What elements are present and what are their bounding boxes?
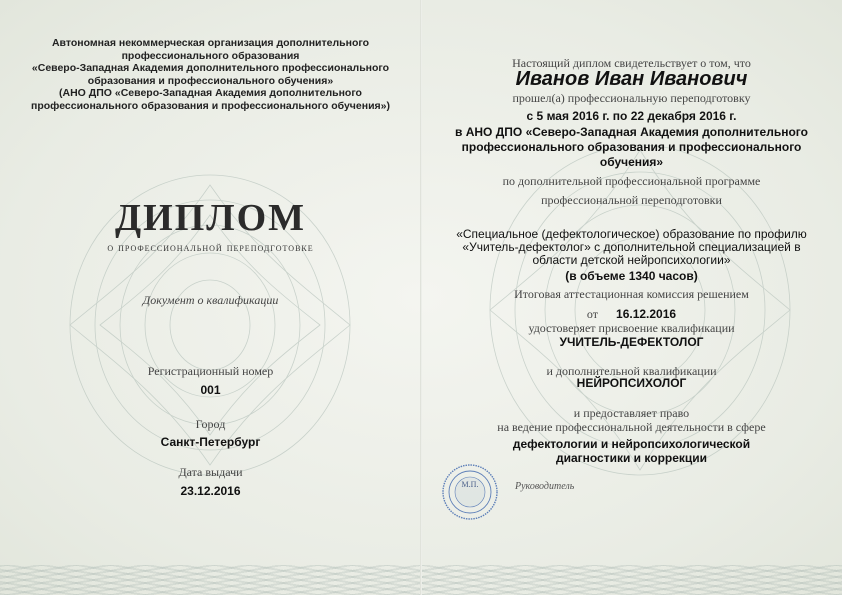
grants-text: и предоставляет право [573,406,690,420]
decision-date: 16.12.2016 [616,307,677,321]
from-label: от [586,307,599,321]
training-period: с 5 мая 2016 г. по 22 декабря 2016 г. [526,109,737,123]
program-name-line: области детской нейропсихологии» [532,253,731,267]
additional-qualification-label: и дополнительной квалификации [546,364,717,378]
stamp-text: М.П. [461,480,479,489]
commission-text: Итоговая аттестационная комиссия решением [514,287,749,301]
org-line: профессионального образования и профессионального обучения») [30,99,390,112]
org-name-block [0,37,421,112]
reg-number-label: Регистрационный номер [147,364,274,378]
city-label: Город [195,417,226,431]
official-stamp [441,463,499,521]
program-hours: (в объеме 1340 часов) [565,269,698,283]
org-line: образования и профессионального обучения» [87,74,334,87]
field-block [421,437,842,465]
issue-date-label: Дата выдачи [178,465,243,479]
program-name-line: «Специальное (дефектологическое) образование по профилю [456,227,807,241]
program-intro-line: по дополнительной профессиональной программе [502,174,761,188]
certifies-text: удостоверяет присвоение квалификации [528,321,735,335]
passed-training-text: прошел(а) профессиональную переподготовку [512,91,751,105]
activity-text: на ведение профессиональной деятельности в сфере [497,420,766,434]
issue-date-value: 23.12.2016 [180,484,241,498]
org-line: (АНО ДПО «Северо-Западная Академия дополнительного [59,87,362,99]
city-value: Санкт-Петербург [160,435,261,449]
person-name: Иванов Иван Иванович [515,68,748,90]
institution-line: профессионального образования и профессионального [461,140,802,154]
qualification: УЧИТЕЛЬ-ДЕФЕКТОЛОГ [559,335,704,349]
document-type: Документ о квалификации [142,293,279,307]
additional-qualification: НЕЙРОПСИХОЛОГ [576,376,687,390]
reg-number-value: 001 [200,383,221,397]
program-intro [421,172,842,210]
institution-line: обучения» [599,155,664,169]
org-line: Автономная некоммерческая организация дополнительного [51,37,370,49]
program-name-block [421,228,842,267]
institution-block [421,125,842,170]
institution-line: в АНО ДПО «Северо-Западная Академия дополнительного [455,125,808,139]
program-name-line: «Учитель-дефектолог» с дополнительной специализацией в [462,240,801,254]
field-line: дефектологии и нейропсихологической [512,437,751,451]
diploma-title: ДИПЛОМ [115,197,306,239]
org-line: «Северо-Западная Академия дополнительного профессионального [31,62,390,74]
director-signature-label: Руководитель [515,481,575,492]
org-line: профессионального образования [121,49,300,62]
program-intro-line: профессиональной переподготовки [541,193,722,207]
field-line: диагностики и коррекции [555,451,708,465]
diploma-subtitle: о профессиональной переподготовке [107,240,314,254]
certificate-intro: Настоящий диплом свидетельствует о том, что [512,56,751,70]
